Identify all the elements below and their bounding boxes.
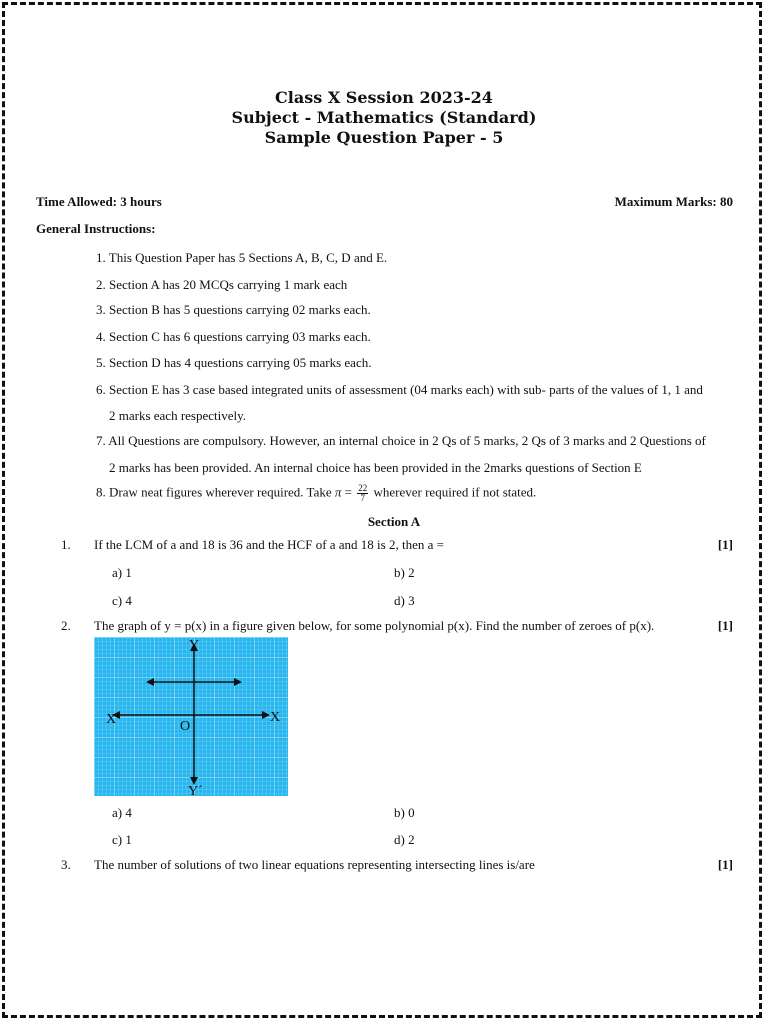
y-axis-label: Y (189, 638, 200, 653)
equals-sign: = (341, 484, 356, 500)
option-b: b) 0 (394, 805, 415, 820)
question-marks: [1] (717, 618, 733, 633)
option-a: a) 4 (112, 805, 132, 820)
instruction-item: 4. Section C has 6 questions carrying 03 marks each. (96, 329, 371, 344)
question-marks: [1] (717, 857, 733, 872)
question-text: If the LCM of a and 18 is 36 and the HCF of a and 18 is 2, then a = (94, 537, 444, 552)
instruction-item: 2. Section A has 20 MCQs carrying 1 mark each (96, 277, 348, 292)
instruction-item: 1. This Question Paper has 5 Sections A, B, C, D and E. (96, 250, 388, 265)
instruction-item-continued: 2 marks each respectively. (109, 408, 247, 423)
option-d: d) 2 (394, 832, 415, 847)
pi-symbol: π (334, 484, 342, 500)
header-subject: Subject - Mathematics (Standard) (231, 108, 537, 127)
maximum-marks: Maximum Marks: 80 (614, 194, 733, 209)
question-number: 1. (61, 537, 71, 552)
instruction-item: 6. Section E has 3 case based integrated units of assessment (04 marks each) with sub- parts of the values of 1, 1 and (96, 382, 703, 397)
instruction-8-tail: wherever required if not stated. (370, 484, 537, 500)
question-number: 3. (61, 857, 71, 872)
polynomial-graph-figure (94, 637, 288, 796)
option-a: a) 1 (112, 565, 132, 580)
question-marks: [1] (717, 537, 733, 552)
fraction-numerator: 22 (358, 483, 368, 493)
option-c: c) 4 (112, 593, 132, 608)
option-c: c) 1 (112, 832, 132, 847)
y-prime-axis-label: Y´ (188, 784, 203, 796)
paper-header (0, 88, 768, 148)
x-axis-label: X (270, 710, 281, 725)
header-paper-title: Sample Question Paper - 5 (264, 128, 504, 147)
instruction-item-8 (96, 484, 536, 503)
origin-label: O (180, 719, 191, 734)
instruction-item: 7. All Questions are compulsory. However, an internal choice in 2 Qs of 5 marks, 2 Qs of 3 marks and 2 Questions of (96, 433, 706, 448)
header-class-session: Class X Session 2023-24 (275, 88, 493, 107)
question-text: The number of solutions of two linear equations representing intersecting lines is/are (94, 857, 535, 872)
option-b: b) 2 (394, 565, 415, 580)
instruction-item: 3. Section B has 5 questions carrying 02 marks each. (96, 302, 371, 317)
pi-fraction (357, 484, 368, 503)
instruction-item-continued: 2 marks has been provided. An internal choice has been provided in the 2marks questions of Section E (109, 460, 642, 475)
time-allowed: Time Allowed: 3 hours (36, 194, 162, 209)
fraction-denominator: 7 (360, 493, 365, 503)
option-d: d) 3 (394, 593, 415, 608)
instruction-item: 5. Section D has 4 questions carrying 05 marks each. (96, 355, 372, 370)
x-prime-axis-label: X´ (106, 712, 121, 727)
general-instructions-heading: General Instructions: (36, 221, 156, 236)
question-text: The graph of y = p(x) in a figure given below, for some polynomial p(x). Find the number of zeroes of p(x). (94, 618, 655, 633)
instruction-8-text: 8. Draw neat figures wherever required. Take (96, 484, 335, 500)
question-number: 2. (61, 618, 71, 633)
section-title: Section A (367, 514, 421, 529)
graph-coarse-grid (94, 637, 288, 796)
